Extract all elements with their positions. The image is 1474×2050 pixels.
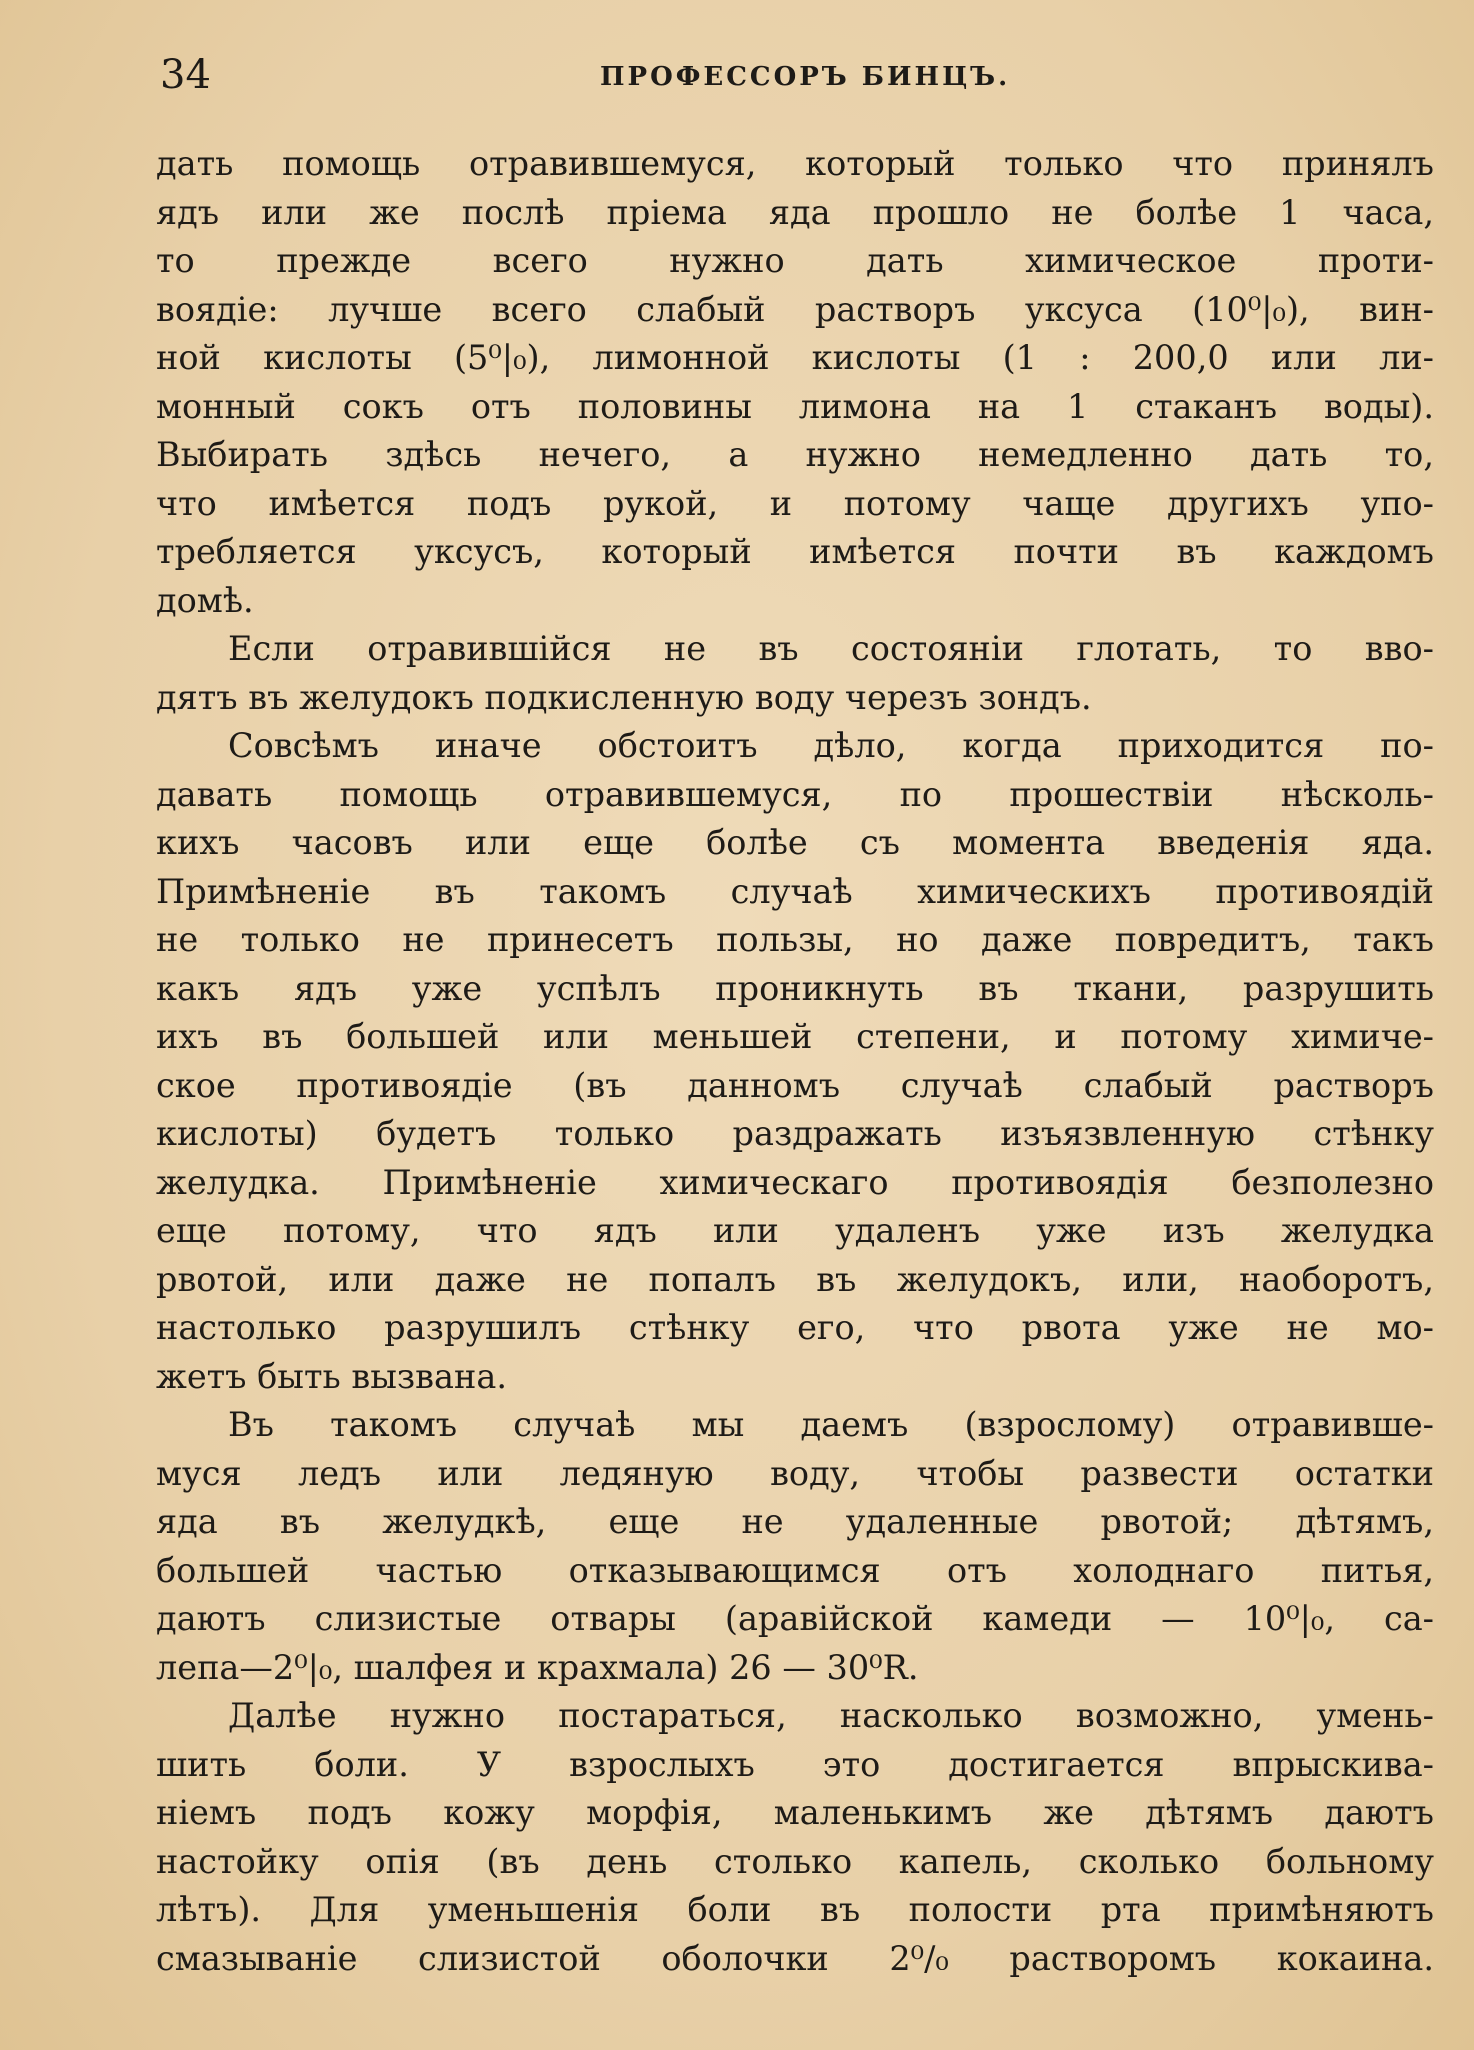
text-line: шить боли. У взрослыхъ это достигается впрыскива- <box>156 1744 1434 1784</box>
page-number: 34 <box>160 52 211 98</box>
text-line: Если отравившійся не въ состояніи глотать, то вво- <box>228 629 1434 668</box>
text-line: ной кислоты (5⁰|₀), лимонной кислоты (1 : 200,0 или ли- <box>156 338 1434 377</box>
text-line: Совсѣмъ иначе обстоитъ дѣло, когда приходится по- <box>228 726 1434 765</box>
text-line: что имѣется подъ рукой, и потому чаще другихъ упо- <box>156 483 1434 523</box>
text-line: то прежде всего нужно дать химическое проти- <box>156 241 1434 280</box>
text-line: даютъ слизистые отвары (аравійской камеди — 10⁰|₀, са- <box>156 1599 1434 1638</box>
text-line: дать помощь отравившемуся, который только что принялъ <box>156 144 1434 183</box>
body-text <box>156 140 1434 1983</box>
text-line: яда въ желудкѣ, еще не удаленные рвотой; дѣтямъ, <box>156 1502 1434 1541</box>
text-line: большей частью отказывающимся отъ холоднаго питья, <box>156 1550 1434 1590</box>
text-line: ское противоядіе (въ данномъ случаѣ слабый растворъ <box>156 1065 1434 1105</box>
text-line: Далѣе нужно постараться, насколько возможно, умень- <box>228 1696 1434 1735</box>
text-line: кислоты) будетъ только раздражать изъязвленную стѣнку <box>156 1114 1434 1153</box>
text-line: какъ ядъ уже успѣлъ проникнуть въ ткани, разрушить <box>156 968 1434 1008</box>
text-line: не только не принесетъ пользы, но даже повредитъ, такъ <box>156 920 1434 959</box>
running-title: ПРОФЕССОРЪ БИНЦЪ. <box>600 62 1011 92</box>
text-line: ихъ въ большей или меньшей степени, и потому химиче- <box>156 1017 1434 1056</box>
text-line: дятъ въ желудокъ подкисленную воду черезъ зондъ. <box>156 677 1092 717</box>
text-line: смазываніе слизистой оболочки 2⁰/₀ растворомъ кокаина. <box>156 1938 1434 1978</box>
text-line: жетъ быть вызвана. <box>156 1356 507 1396</box>
text-line: лепа—2⁰|₀, шалфея и крахмала) 26 — 30⁰R. <box>156 1647 919 1687</box>
text-line: настойку опія (въ день столько капель, сколько больному <box>156 1841 1434 1881</box>
text-line: ядъ или же послѣ пріема яда прошло не болѣе 1 часа, <box>156 192 1434 232</box>
text-line: монный сокъ отъ половины лимона на 1 стаканъ воды). <box>156 386 1434 426</box>
text-line: муся ледъ или ледяную воду, чтобы развести остатки <box>156 1453 1434 1493</box>
text-line: Примѣненіе въ такомъ случаѣ химическихъ противоядій <box>156 871 1434 911</box>
text-line: желудка. Примѣненіе химическаго противоядія безполезно <box>156 1162 1434 1202</box>
text-line: рвотой, или даже не попалъ въ желудокъ, или, наоборотъ, <box>156 1259 1434 1299</box>
text-line: Въ такомъ случаѣ мы даемъ (взрослому) отравивше- <box>228 1405 1434 1444</box>
text-line: домѣ. <box>156 580 254 620</box>
text-line: требляется уксусъ, который имѣется почти въ каждомъ <box>156 532 1434 571</box>
text-line: настолько разрушилъ стѣнку его, что рвота уже не мо- <box>156 1308 1434 1347</box>
text-line: воядіе: лучше всего слабый растворъ уксуса (10⁰|₀), вин- <box>156 289 1434 329</box>
page-header <box>160 52 1430 112</box>
text-line: лѣтъ). Для уменьшенія боли въ полости рта примѣняютъ <box>156 1890 1434 1929</box>
text-line: давать помощь отравившемуся, по прошествіи нѣсколь- <box>156 774 1434 814</box>
text-line: Выбирать здѣсь нечего, а нужно немедленно дать то, <box>156 435 1434 474</box>
text-line: еще потому, что ядъ или удаленъ уже изъ желудка <box>156 1211 1434 1250</box>
text-line: кихъ часовъ или еще болѣе съ момента введенія яда. <box>156 823 1434 862</box>
text-line: ніемъ подъ кожу морфія, маленькимъ же дѣтямъ даютъ <box>156 1793 1434 1832</box>
